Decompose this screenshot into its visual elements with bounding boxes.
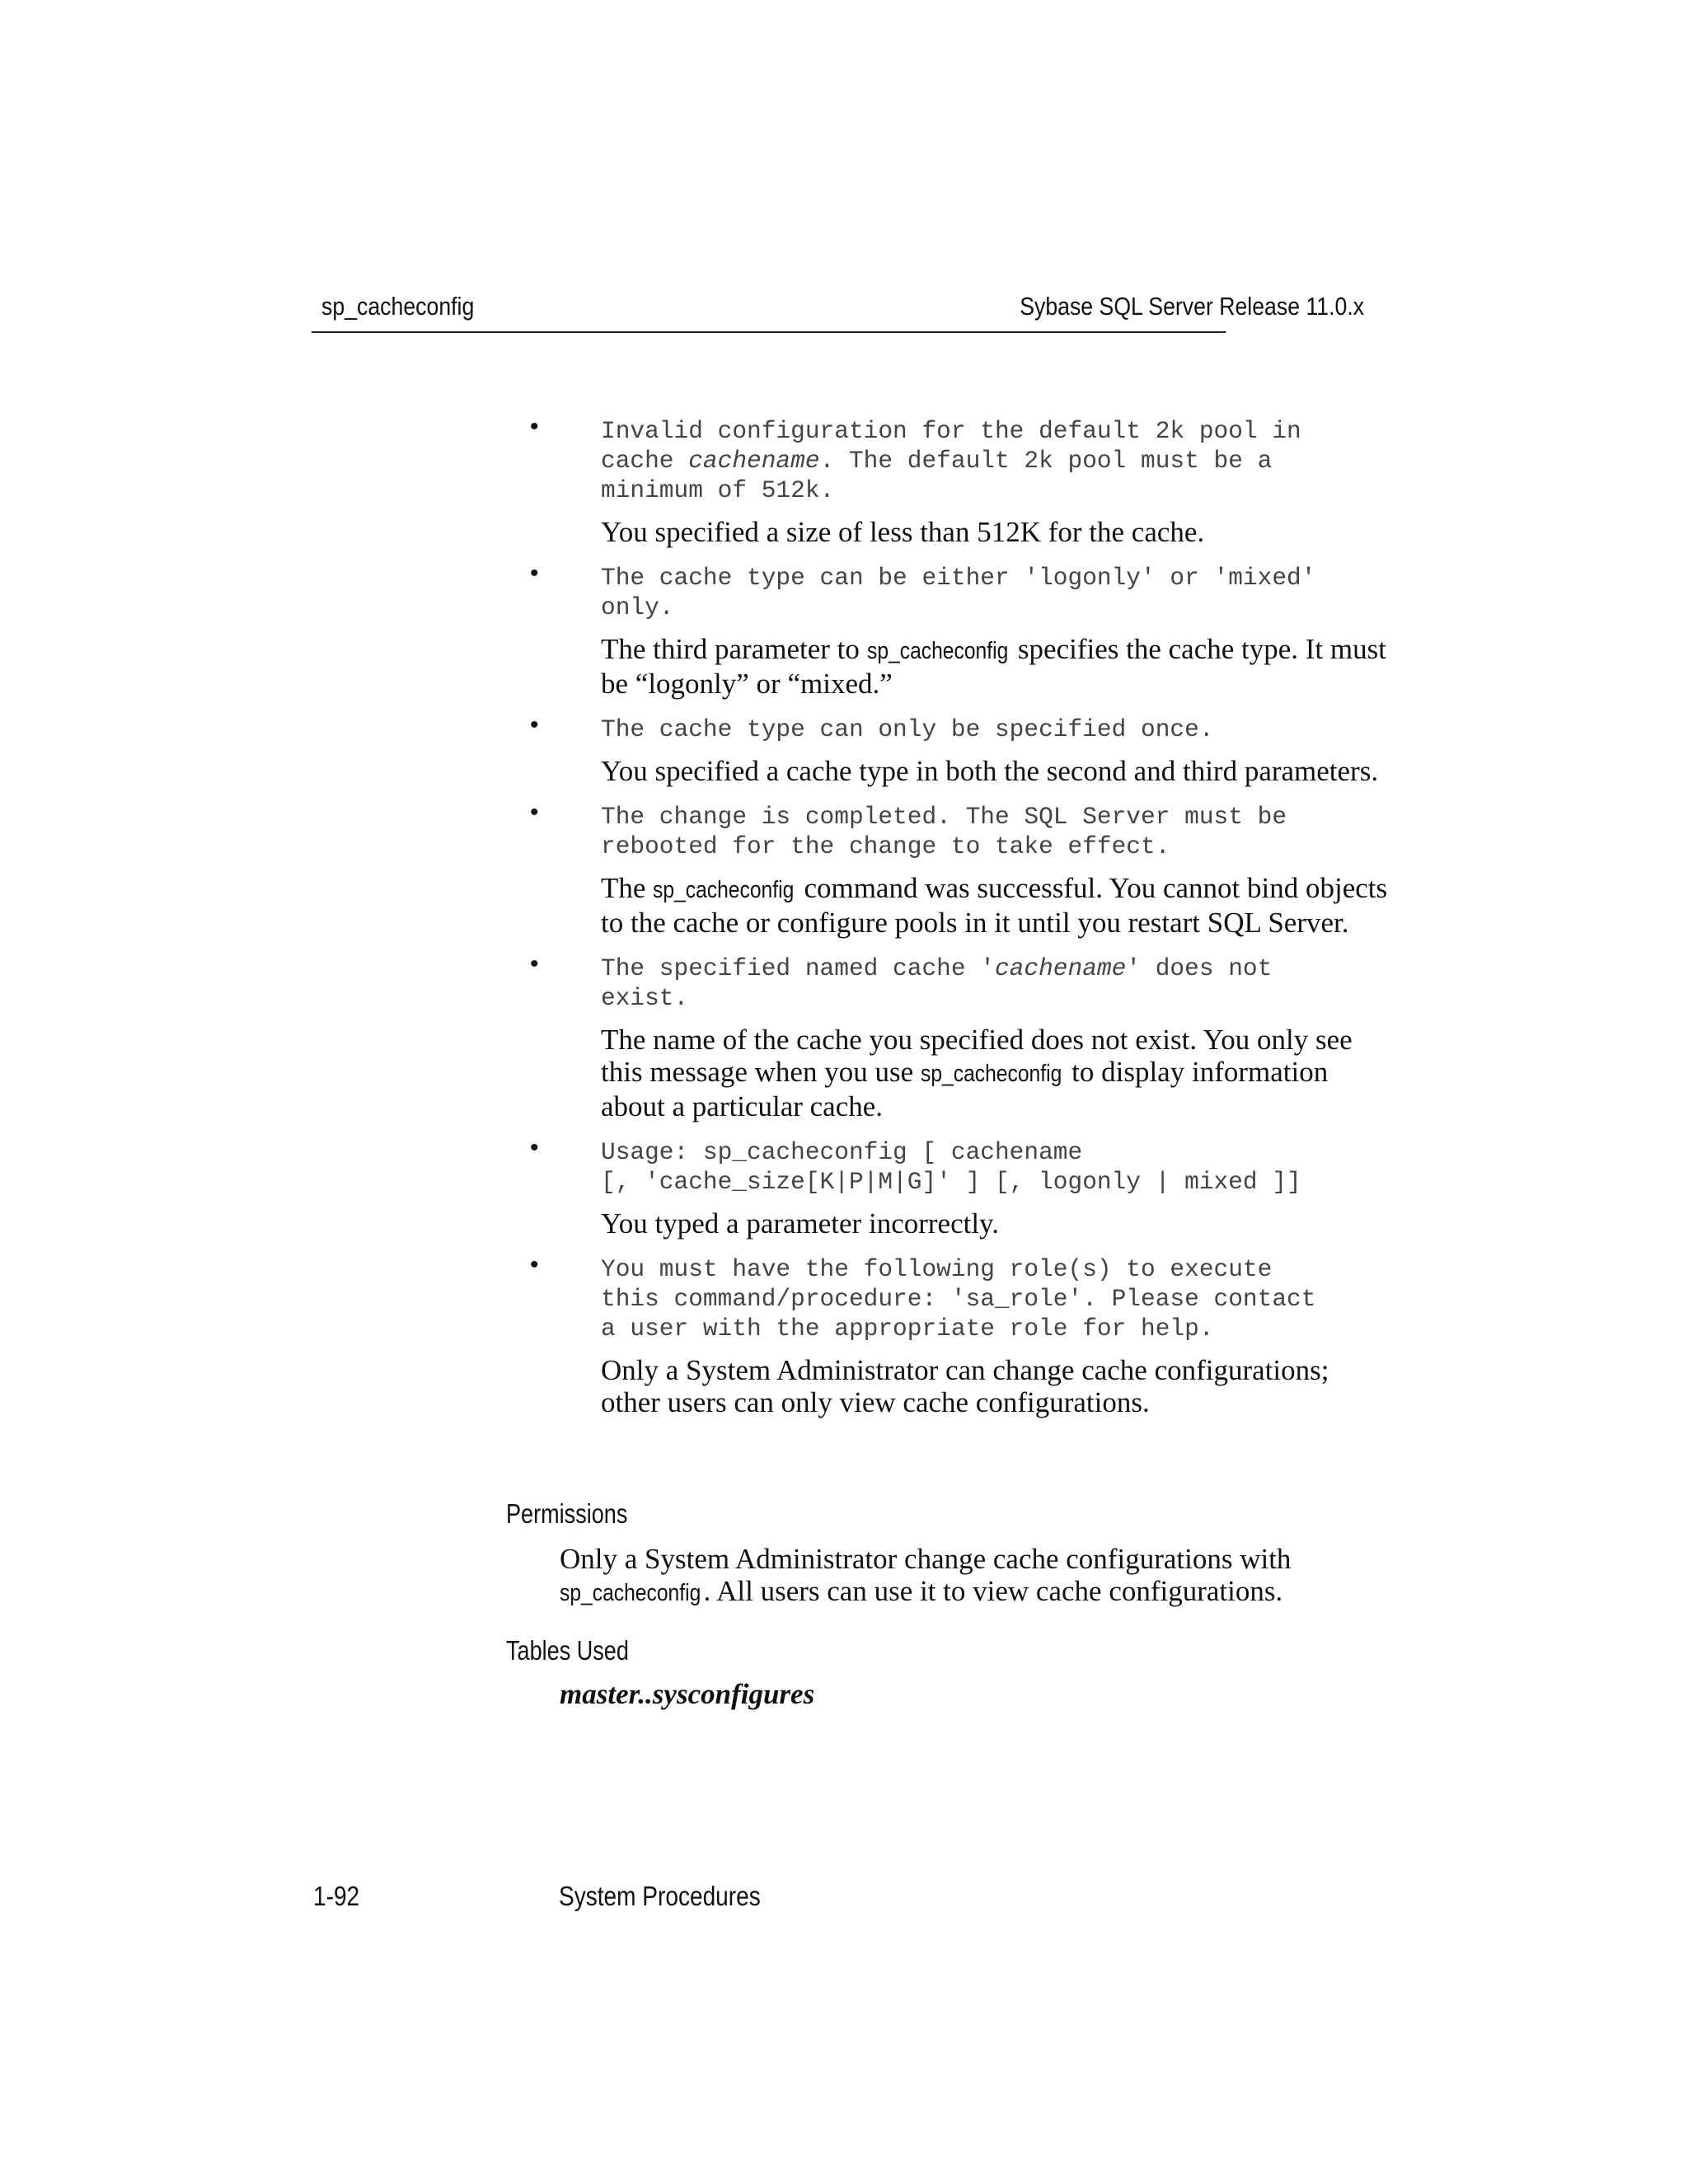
page-number: 1-92 <box>313 1881 360 1911</box>
command-name: sp_cacheconfig <box>560 1580 701 1606</box>
message-code: Invalid configuration for the default 2k pool in cache cachename. The default 2k pool must be a minimum of 512k. <box>601 417 1301 504</box>
header-release: Sybase SQL Server Release 11.0.x <box>1020 292 1365 321</box>
message-description: The third parameter to sp_cacheconfig specifies the cache type. It must be “logonly” or “mixed.” <box>601 633 1386 700</box>
message-item <box>530 799 1388 939</box>
message-description: You typed a parameter incorrectly. <box>601 1207 1000 1240</box>
message-code: The cache type can be either 'logonly' or 'mixed' only. <box>601 564 1316 621</box>
message-code: The change is completed. The SQL Server must be rebooted for the change to take effect. <box>601 803 1287 860</box>
message-item <box>530 950 1384 1122</box>
messages-list <box>530 413 1388 1418</box>
message-code: Usage: sp_cacheconfig [ cachename [, 'cache_size[K|P|M|G]' ] [, logonly | mixed ]] <box>601 1138 1301 1196</box>
command-name: sp_cacheconfig <box>653 877 795 903</box>
command-name: sp_cacheconfig <box>920 1061 1062 1087</box>
bullet-icon: • <box>530 711 539 738</box>
message-item <box>530 560 1386 700</box>
message-item <box>530 1134 1384 1240</box>
bullet-icon: • <box>530 799 539 826</box>
table-name: master..sysconfigures <box>560 1678 815 1710</box>
command-name: sp_cacheconfig <box>866 638 1008 664</box>
message-code: You must have the following role(s) to execute this command/procedure: 'sa_role'. Please contact a user with the appropriate role for help. <box>601 1255 1316 1343</box>
book-title: System Procedures <box>559 1881 761 1911</box>
bullet-icon: • <box>530 560 539 587</box>
message-item <box>530 413 1384 548</box>
tables-used-heading: Tables Used <box>506 1635 629 1666</box>
message-description: You specified a size of less than 512K for the cache. <box>601 516 1205 548</box>
header-procedure-name: sp_cacheconfig <box>321 292 475 321</box>
bullet-icon: • <box>530 413 539 440</box>
message-description: The sp_cacheconfig command was successful. You cannot bind objects to the cache or configure pools in it until you restart SQL Server. <box>601 872 1388 939</box>
bullet-icon: • <box>530 1251 539 1278</box>
message-item <box>530 1251 1384 1418</box>
bullet-icon: • <box>530 950 539 977</box>
bullet-icon: • <box>530 1134 539 1161</box>
message-description: The name of the cache you specified does not exist. You only see this message when you use sp_cacheconfig to display information about a particular cache. <box>601 1024 1353 1122</box>
permissions-text: Only a System Administrator change cache configurations with sp_cacheconfig. All users can use it to view cache configurations. <box>560 1543 1384 1610</box>
message-description: You specified a cache type in both the second and third parameters. <box>601 755 1379 787</box>
permissions-heading: Permissions <box>506 1498 628 1529</box>
message-item <box>530 711 1384 787</box>
message-description: Only a System Administrator can change cache configurations; other users can only view cache configurations. <box>601 1354 1329 1418</box>
message-code: The specified named cache 'cachename' does not exist. <box>601 954 1273 1012</box>
page-header <box>312 288 1365 333</box>
message-code: The cache type can only be specified once. <box>601 715 1214 743</box>
